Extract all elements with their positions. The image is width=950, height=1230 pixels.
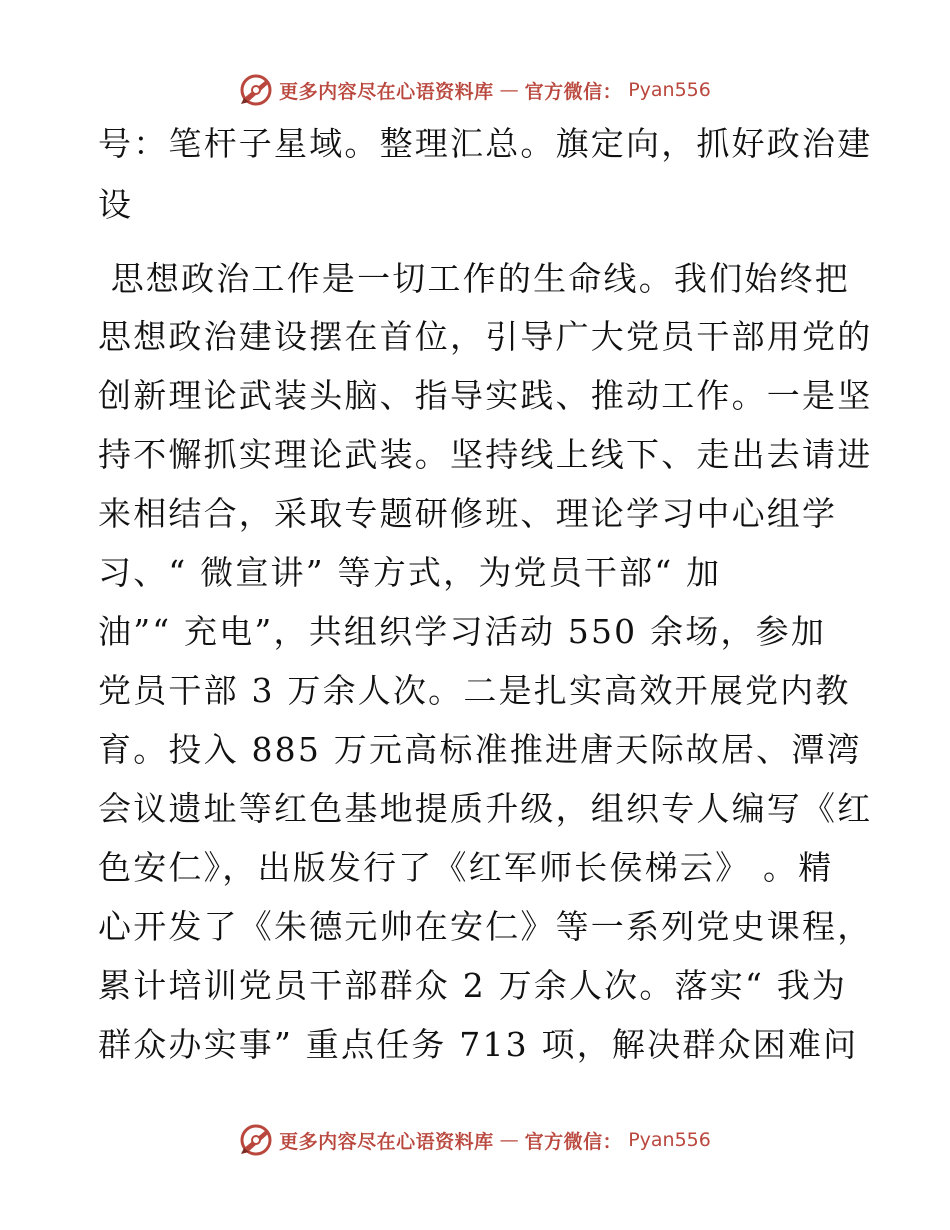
text-line: 群众办实事” 重点任务 713 项，解决群众困难问 bbox=[98, 1025, 859, 1064]
text-line: 思想政治建设摆在首位，引导广大党员干部用党的 bbox=[98, 317, 873, 356]
header-watermark bbox=[0, 70, 950, 110]
header-official-label: 官方微信： bbox=[524, 80, 623, 103]
footer-watermark bbox=[0, 1120, 950, 1160]
header-separator: — bbox=[499, 79, 519, 101]
footer-site-text: 更多内容尽在心语资料库 bbox=[279, 1130, 494, 1153]
text-line: 设 bbox=[98, 185, 134, 224]
footer-separator: — bbox=[499, 1129, 519, 1151]
text-line: 累计培训党员干部群众 2 万余人次。落实“ 我为 bbox=[98, 966, 848, 1005]
header-account: Pyan556 bbox=[628, 79, 711, 101]
header-site-text: 更多内容尽在心语资料库 bbox=[279, 80, 494, 103]
text-line: 思想政治工作是一切工作的生命线。我们始终把 bbox=[98, 259, 850, 298]
text-line: 党员干部 3 万余人次。二是扎实高效开展党内教 bbox=[98, 671, 851, 710]
footer-official-label: 官方微信： bbox=[524, 1130, 623, 1153]
logo-icon bbox=[239, 73, 273, 107]
text-line: 育。投入 885 万元高标准推进唐天际故居、潭湾 bbox=[98, 730, 862, 769]
text-line: 会议遗址等红色基地提质升级，组织专人编写《红 bbox=[98, 789, 873, 828]
text-line: 心开发了《朱德元帅在安仁》等一系列党史课程， bbox=[98, 907, 873, 946]
text-line: 油”“ 充电”，共组织学习活动 550 余场，参加 bbox=[98, 612, 827, 651]
footer-account: Pyan556 bbox=[628, 1129, 711, 1151]
text-line: 来相结合，采取专题研修班、理论学习中心组学 bbox=[98, 494, 838, 533]
logo-icon bbox=[239, 1123, 273, 1157]
text-line: 持不懈抓实理论武装。坚持线上线下、走出去请进 bbox=[98, 435, 873, 474]
text-line: 色安仁》，出版发行了《红军师长侯梯云》 。精 bbox=[98, 848, 834, 887]
text-line: 创新理论武装头脑、指导实践、推动工作。一是坚 bbox=[98, 376, 873, 415]
text-line: 习、“ 微宣讲” 等方式，为党员干部“ 加 bbox=[98, 553, 722, 592]
text-line: 号：笔杆子星域。整理汇总。旗定向，抓好政治建 bbox=[98, 124, 873, 163]
